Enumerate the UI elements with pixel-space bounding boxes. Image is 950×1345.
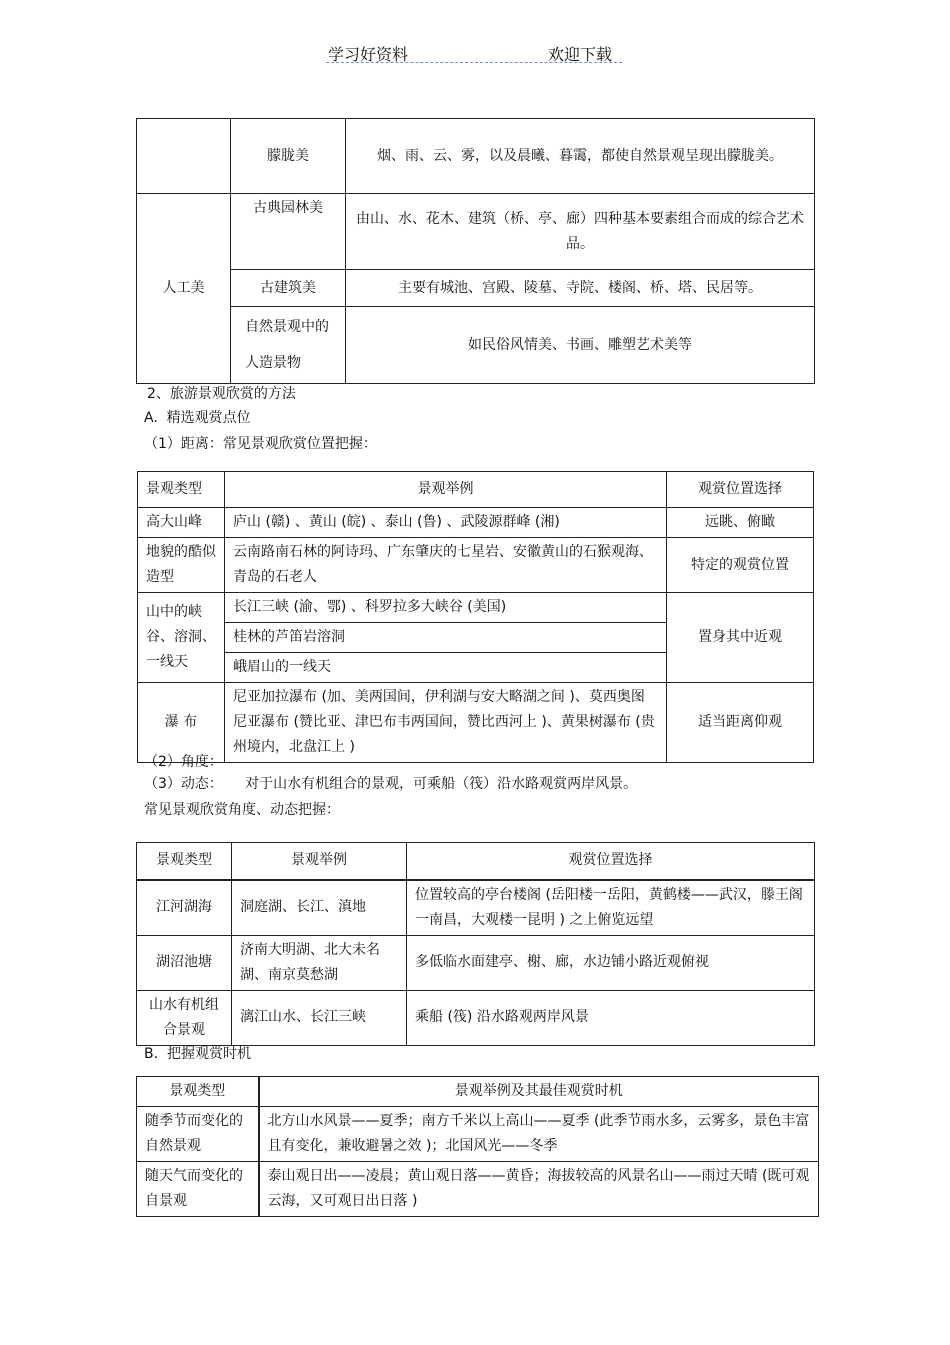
table-cell: 瀑 布	[138, 683, 225, 763]
table-header-row	[137, 843, 815, 880]
table-cell: 桂林的芦笛岩溶洞	[225, 623, 667, 653]
table-cell: 地貌的酷似造型	[138, 538, 225, 593]
table-cell: 随季节而变化的自然景观	[137, 1107, 259, 1162]
table-cell: 尼亚加拉瀑布 (加、美两国间，伊利湖与安大略湖之间 )、莫西奥图尼亚瀑布 (赞比亚、津巴布韦两国间，赞比西河上 )、黄果树瀑布 (贵州境内，北盘江上 )	[225, 683, 667, 763]
header-left: 学习好资料	[328, 45, 409, 64]
table-cell	[137, 119, 231, 194]
table-row	[137, 307, 815, 384]
table-row	[138, 593, 814, 623]
table-cell: 山中的峡谷、溶洞、一线天	[138, 593, 225, 683]
table-header-row	[138, 472, 814, 508]
table-cell: 古典园林美	[231, 194, 346, 270]
table-cell: 山水有机组合景观	[137, 990, 232, 1045]
table-angle-dynamic	[136, 842, 815, 1046]
table-cell: 特定的观赏位置	[667, 538, 814, 593]
table-header: 观赏位置选择	[407, 843, 815, 880]
table-header: 景观类型	[138, 472, 225, 508]
table-row	[137, 1107, 819, 1162]
table-cell: 人工美	[137, 194, 231, 384]
table-header: 观赏位置选择	[667, 472, 814, 508]
table-header: 景观举例	[225, 472, 667, 508]
table-cell: 适当距离仰观	[667, 683, 814, 763]
table-cell: 云南路南石林的阿诗玛、广东肇庆的七星岩、安徽黄山的石猴观海、青岛的石老人	[225, 538, 667, 593]
section-heading: 2、旅游景观欣赏的方法	[147, 386, 296, 402]
table-row	[138, 538, 814, 593]
table-cell: 乘船 (筏) 沿水路观两岸风景	[407, 990, 815, 1045]
table-row	[137, 119, 815, 194]
table-distance	[137, 471, 814, 763]
paragraph: 常见景观欣赏角度、动态把握：	[144, 802, 340, 818]
table-row	[137, 194, 815, 270]
table-cell: 峨眉山的一线天	[225, 653, 667, 683]
table-row	[137, 270, 815, 307]
paragraph: （3）动态： 对于山水有机组合的景观，可乘船（筏）沿水路观赏两岸风景。	[144, 776, 638, 792]
table-cell: 古建筑美	[231, 270, 346, 307]
table-row	[137, 1162, 819, 1217]
table-cell: 位置较高的亭台楼阁 (岳阳楼一岳阳，黄鹤楼——武汉，滕王阁一南昌，大观楼一昆明 ) 之上俯览远望	[407, 880, 815, 936]
table-header: 景观举例	[232, 843, 407, 880]
table-cell: 庐山 (赣) 、黄山 (皖) 、泰山 (鲁) 、武陵源群峰 (湘)	[225, 508, 667, 538]
table-cell: 济南大明湖、北大未名湖、南京莫愁湖	[232, 935, 407, 990]
table-row	[137, 990, 815, 1045]
table-cell: 主要有城池、宫殿、陵墓、寺院、楼阁、桥、塔、民居等。	[346, 270, 815, 307]
table-cell: 自然景观中的人造景物	[231, 307, 346, 384]
table-beauty-types	[136, 118, 815, 384]
table-cell: 长江三峡 (渝、鄂) 、科罗拉多大峡谷 (美国)	[225, 593, 667, 623]
table-cell: 烟、雨、云、雾，以及晨曦、暮霭，都使自然景观呈现出朦胧美。	[346, 119, 815, 194]
table-cell: 湖沼池塘	[137, 935, 232, 990]
subsection-heading: B. 把握观赏时机	[144, 1046, 251, 1062]
paragraph: （2）角度：	[144, 754, 223, 770]
table-cell: 泰山观日出——凌晨；黄山观日落——黄昏；海拔较高的风景名山——雨过天晴 (既可观云海，又可观日出日落 )	[259, 1162, 819, 1217]
table-header: 景观类型	[137, 1077, 259, 1107]
table-header: 景观举例及其最佳观赏时机	[259, 1077, 819, 1107]
table-row	[137, 880, 815, 936]
page-header	[326, 40, 622, 63]
table-row	[138, 508, 814, 538]
table-cell: 置身其中近观	[667, 593, 814, 683]
table-cell: 多低临水面建亭、榭、廊，水边铺小路近观俯视	[407, 935, 815, 990]
header-right: 欢迎下载	[548, 45, 613, 64]
table-cell: 漓江山水、长江三峡	[232, 990, 407, 1045]
table-timing	[136, 1076, 819, 1217]
table-cell: 如民俗风情美、书画、雕塑艺术美等	[346, 307, 815, 384]
table-cell: 随天气而变化的自景观	[137, 1162, 259, 1217]
paragraph: （1）距离：常见景观欣赏位置把握：	[144, 436, 377, 452]
table-cell: 洞庭湖、长江、滇地	[232, 880, 407, 936]
table-header: 景观类型	[137, 843, 232, 880]
table-cell: 北方山水风景——夏季；南方千米以上高山——夏季 (此季节雨水多，云雾多，景色丰富且有变化，兼收避暑之效 )；北国风光——冬季	[259, 1107, 819, 1162]
table-header-row	[137, 1077, 819, 1107]
table-cell: 高大山峰	[138, 508, 225, 538]
table-row	[138, 683, 814, 763]
table-cell: 朦胧美	[231, 119, 346, 194]
table-cell: 江河湖海	[137, 880, 232, 936]
subsection-heading: A. 精选观赏点位	[144, 410, 251, 426]
table-cell: 由山、水、花木、建筑（桥、亭、廊）四种基本要素组合而成的综合艺术品。	[346, 194, 815, 270]
table-cell: 远眺、俯瞰	[667, 508, 814, 538]
table-row	[137, 935, 815, 990]
